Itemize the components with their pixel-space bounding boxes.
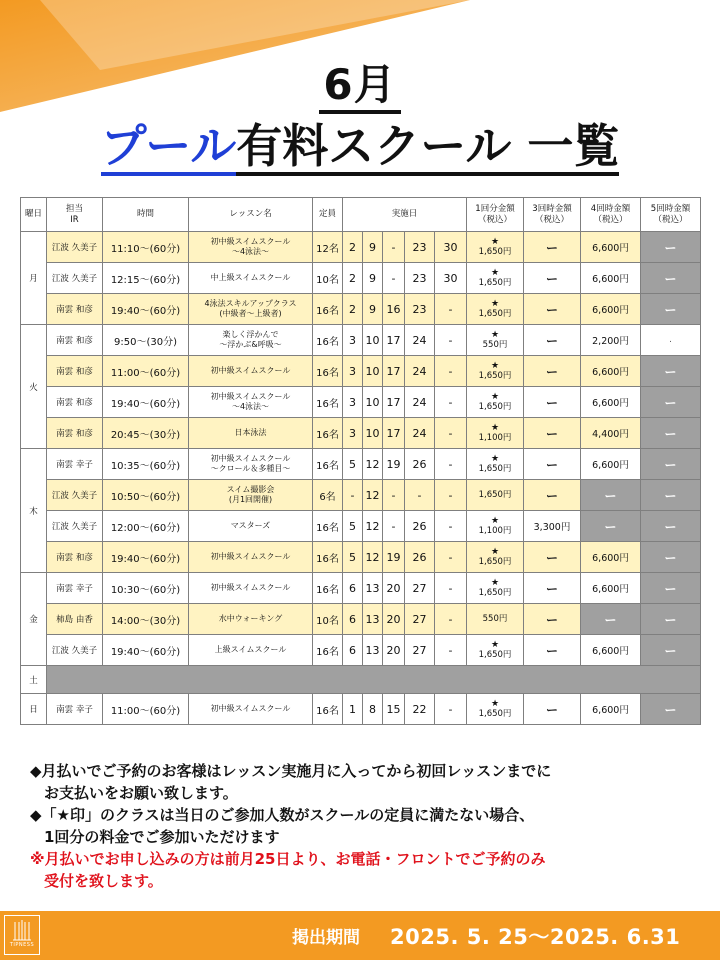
single-price-cell <box>467 232 524 263</box>
table-header-row <box>21 198 701 232</box>
price-3-cell: ー <box>524 635 581 666</box>
single-price-cell <box>467 294 524 325</box>
price-5-cell: ー <box>641 294 701 325</box>
single-price-value: 1,100円 <box>478 432 512 443</box>
table-row <box>21 511 701 542</box>
price-5-cell: ー <box>641 511 701 542</box>
day-cell: 火 <box>21 325 47 449</box>
date-cell: 15 <box>383 694 405 725</box>
price-5-cell: ー <box>641 232 701 263</box>
time-cell: 10:30～(60分) <box>103 573 189 604</box>
brand-logo-text: TIPNESS <box>9 942 35 948</box>
instructor-cell: 南雲 幸子 <box>47 449 103 480</box>
star-mark: ★ <box>490 329 500 340</box>
date-cell: 23 <box>405 232 435 263</box>
single-price-cell <box>467 356 524 387</box>
table-row <box>21 418 701 449</box>
date-cell: 24 <box>405 387 435 418</box>
header-price-3: 3回時金額 （税込） <box>524 198 581 232</box>
capacity-cell: 12名 <box>313 232 343 263</box>
date-cell: 1 <box>343 694 363 725</box>
table-row <box>21 449 701 480</box>
date-cell: 26 <box>405 542 435 573</box>
single-price-value: 1,650円 <box>478 490 512 500</box>
time-cell: 19:40～(60分) <box>103 635 189 666</box>
instructor-cell: 江波 久美子 <box>47 232 103 263</box>
star-mark: ★ <box>490 422 500 433</box>
table-row <box>21 387 701 418</box>
single-price-value: 1,650円 <box>478 401 512 412</box>
lesson-name-line: 初中級スイムスクール <box>210 237 291 246</box>
instructor-cell: 江波 久美子 <box>47 511 103 542</box>
date-cell: 10 <box>363 418 383 449</box>
price-3-cell: ー <box>524 325 581 356</box>
lesson-name-line: 上級スイムスクール <box>214 645 287 654</box>
date-cell: 30 <box>435 263 467 294</box>
lesson-name-cell <box>189 511 313 542</box>
lesson-name-cell <box>189 635 313 666</box>
star-mark: ★ <box>490 577 500 588</box>
date-cell: 12 <box>363 511 383 542</box>
no-lesson-cell <box>47 666 701 694</box>
price-5-cell: . <box>641 325 701 356</box>
price-4-cell: 4,400円 <box>581 418 641 449</box>
price-5-cell: ー <box>641 449 701 480</box>
price-5-cell: ー <box>641 573 701 604</box>
single-price-cell <box>467 263 524 294</box>
date-cell: - <box>405 480 435 511</box>
time-cell: 12:00～(60分) <box>103 511 189 542</box>
price-5-cell: ー <box>641 263 701 294</box>
note-star-classes: ◆「★印」のクラスは当日のご参加人数がスクールの定員に満たない場合、 <box>30 806 535 824</box>
single-price-value: 1,650円 <box>478 277 512 288</box>
date-cell: - <box>383 480 405 511</box>
instructor-cell: 江波 久美子 <box>47 263 103 294</box>
star-mark: ★ <box>490 698 500 709</box>
star-mark: ★ <box>490 453 500 464</box>
lesson-name-cell <box>189 387 313 418</box>
star-mark: ★ <box>490 546 500 557</box>
footer-bar <box>0 911 720 960</box>
date-cell: 27 <box>405 573 435 604</box>
posting-period-value: 2025. 5. 25～2025. 6.31 <box>390 925 681 949</box>
lesson-name-cell <box>189 694 313 725</box>
date-cell: 24 <box>405 325 435 356</box>
title-main <box>0 120 720 176</box>
date-cell: 16 <box>383 294 405 325</box>
date-cell: 5 <box>343 449 363 480</box>
date-cell: - <box>435 418 467 449</box>
table-row <box>21 325 701 356</box>
date-cell: 9 <box>363 263 383 294</box>
price-3-cell: ー <box>524 480 581 511</box>
single-price-value: 1,100円 <box>478 525 512 536</box>
date-cell: 13 <box>363 604 383 635</box>
date-cell: 3 <box>343 325 363 356</box>
date-cell: - <box>435 511 467 542</box>
lesson-name-line: 中上級スイムスクール <box>210 273 291 282</box>
table-row <box>21 573 701 604</box>
single-price-cell <box>467 694 524 725</box>
date-cell: - <box>435 325 467 356</box>
price-4-cell: ー <box>581 604 641 635</box>
date-cell: - <box>435 542 467 573</box>
lesson-name-cell <box>189 294 313 325</box>
lesson-name-cell <box>189 573 313 604</box>
date-cell: 2 <box>343 263 363 294</box>
capacity-cell: 16名 <box>313 356 343 387</box>
lesson-name-line: 日本泳法 <box>234 428 267 437</box>
price-4-cell: 6,600円 <box>581 449 641 480</box>
single-price-value: 1,650円 <box>478 308 512 319</box>
price-4-cell: 2,200円 <box>581 325 641 356</box>
single-price-value: 1,650円 <box>478 370 512 381</box>
time-cell: 11:00～(60分) <box>103 694 189 725</box>
price-4-cell: 6,600円 <box>581 294 641 325</box>
capacity-cell: 16名 <box>313 511 343 542</box>
instructor-cell: 南雲 和彦 <box>47 542 103 573</box>
price-4-cell: 6,600円 <box>581 694 641 725</box>
instructor-cell: 南雲 和彦 <box>47 356 103 387</box>
note-star-classes-cont: 1回分の料金でご参加いただけます <box>44 828 280 846</box>
lesson-name-cell <box>189 325 313 356</box>
date-cell: 26 <box>405 449 435 480</box>
lesson-name-cell <box>189 480 313 511</box>
date-cell: 20 <box>383 604 405 635</box>
instructor-cell: 江波 久美子 <box>47 635 103 666</box>
instructor-cell: 南雲 和彦 <box>47 387 103 418</box>
lesson-subtitle-line: ～クロール＆多種目～ <box>210 464 291 473</box>
price-3-cell: ー <box>524 356 581 387</box>
single-price-cell <box>467 387 524 418</box>
single-price-cell <box>467 511 524 542</box>
date-cell: 12 <box>363 480 383 511</box>
date-cell: - <box>435 449 467 480</box>
date-cell: 27 <box>405 635 435 666</box>
day-cell: 日 <box>21 694 47 725</box>
star-mark: ★ <box>490 298 500 309</box>
table-row <box>21 480 701 511</box>
instructor-cell: 南雲 和彦 <box>47 325 103 356</box>
lesson-subtitle-line: ～4泳法～ <box>231 402 270 411</box>
lesson-subtitle-line: (月1回開催) <box>228 495 273 504</box>
price-3-cell: ー <box>524 694 581 725</box>
price-5-cell: ー <box>641 356 701 387</box>
date-cell: 13 <box>363 635 383 666</box>
time-cell: 11:00～(60分) <box>103 356 189 387</box>
single-price-cell <box>467 480 524 511</box>
date-cell: - <box>435 356 467 387</box>
title-rest: 有料スクール 一覧 <box>236 120 619 176</box>
price-5-cell: ー <box>641 418 701 449</box>
date-cell: - <box>435 387 467 418</box>
instructor-cell: 南雲 幸子 <box>47 694 103 725</box>
single-price-value: 1,650円 <box>478 587 512 598</box>
price-3-cell: 3,300円 <box>524 511 581 542</box>
date-cell: - <box>383 263 405 294</box>
time-cell: 19:40～(60分) <box>103 387 189 418</box>
price-4-cell: ー <box>581 480 641 511</box>
lesson-name-cell <box>189 418 313 449</box>
date-cell: 17 <box>383 325 405 356</box>
price-4-cell: 6,600円 <box>581 635 641 666</box>
header-day: 曜日 <box>21 198 47 232</box>
header-price-5: 5回時金額 （税込） <box>641 198 701 232</box>
instructor-cell: 江波 久美子 <box>47 480 103 511</box>
date-cell: 24 <box>405 356 435 387</box>
lesson-name-line: 楽しく浮かんで <box>222 330 279 339</box>
date-cell: 20 <box>383 573 405 604</box>
header-capacity: 定員 <box>313 198 343 232</box>
lesson-name-line: 初中級スイムスクール <box>210 704 291 713</box>
page-title <box>0 60 720 176</box>
star-mark: ★ <box>490 360 500 371</box>
price-3-cell: ー <box>524 542 581 573</box>
table-row <box>21 694 701 725</box>
date-cell: - <box>435 294 467 325</box>
capacity-cell: 16名 <box>313 573 343 604</box>
date-cell: 30 <box>435 232 467 263</box>
instructor-cell: 柿島 由香 <box>47 604 103 635</box>
star-mark: ★ <box>490 267 500 278</box>
capacity-cell: 16名 <box>313 325 343 356</box>
day-cell: 木 <box>21 449 47 573</box>
capacity-cell: 6名 <box>313 480 343 511</box>
capacity-cell: 10名 <box>313 263 343 294</box>
capacity-cell: 16名 <box>313 294 343 325</box>
single-price-cell <box>467 325 524 356</box>
single-price-value: 550円 <box>482 339 508 350</box>
title-pool-word: プール <box>101 120 237 176</box>
price-5-cell: ー <box>641 635 701 666</box>
table-row <box>21 263 701 294</box>
lesson-name-line: 初中級スイムスクール <box>210 583 291 592</box>
instructor-cell: 南雲 和彦 <box>47 294 103 325</box>
time-cell: 10:50～(60分) <box>103 480 189 511</box>
capacity-cell: 16名 <box>313 694 343 725</box>
time-cell: 11:10～(60分) <box>103 232 189 263</box>
date-cell: 17 <box>383 418 405 449</box>
title-month: 6月 <box>319 60 400 114</box>
date-cell: - <box>435 573 467 604</box>
date-cell: 17 <box>383 356 405 387</box>
single-price-cell <box>467 449 524 480</box>
date-cell: 22 <box>405 694 435 725</box>
note-monthly-payment: ◆月払いでご予約のお客様はレッスン実施月に入ってから初回レッスンまでに <box>30 762 552 780</box>
lesson-name-cell <box>189 232 313 263</box>
date-cell: 12 <box>363 542 383 573</box>
date-cell: 19 <box>383 542 405 573</box>
capacity-cell: 16名 <box>313 635 343 666</box>
single-price-cell <box>467 604 524 635</box>
lesson-name-cell <box>189 449 313 480</box>
single-price-value: 1,650円 <box>478 649 512 660</box>
date-cell: 20 <box>383 635 405 666</box>
single-price-cell <box>467 418 524 449</box>
brand-logo <box>4 915 40 955</box>
single-price-cell <box>467 573 524 604</box>
lesson-name-line: 初中級スイムスクール <box>210 454 291 463</box>
lesson-name-line: 水中ウォーキング <box>218 614 283 623</box>
date-cell: 10 <box>363 356 383 387</box>
time-cell: 10:35～(60分) <box>103 449 189 480</box>
lesson-name-line: マスターズ <box>230 521 271 530</box>
price-4-cell: 6,600円 <box>581 573 641 604</box>
date-cell: - <box>435 604 467 635</box>
lesson-name-cell <box>189 542 313 573</box>
date-cell: 24 <box>405 418 435 449</box>
date-cell: 17 <box>383 387 405 418</box>
date-cell: - <box>435 635 467 666</box>
date-cell: 5 <box>343 542 363 573</box>
date-cell: 13 <box>363 573 383 604</box>
star-mark: ★ <box>490 515 500 526</box>
instructor-cell: 南雲 和彦 <box>47 418 103 449</box>
single-price-value: 1,650円 <box>478 463 512 474</box>
lesson-name-cell <box>189 356 313 387</box>
price-4-cell: 6,600円 <box>581 542 641 573</box>
date-cell: 23 <box>405 263 435 294</box>
time-cell: 19:40～(60分) <box>103 542 189 573</box>
price-5-cell: ー <box>641 604 701 635</box>
single-price-value: 1,650円 <box>478 246 512 257</box>
single-price-cell <box>467 635 524 666</box>
note-reservation-cont: 受付を致します。 <box>44 872 163 890</box>
table-row <box>21 294 701 325</box>
price-3-cell: ー <box>524 449 581 480</box>
table-row <box>21 604 701 635</box>
date-cell: 27 <box>405 604 435 635</box>
header-price-single: 1回分金額 （税込） <box>467 198 524 232</box>
price-5-cell: ー <box>641 480 701 511</box>
price-4-cell: 6,600円 <box>581 263 641 294</box>
table-row-empty <box>21 666 701 694</box>
price-3-cell: ー <box>524 604 581 635</box>
single-price-value: 1,650円 <box>478 556 512 567</box>
single-price-value: 550円 <box>482 614 508 624</box>
date-cell: - <box>435 694 467 725</box>
date-cell: 6 <box>343 604 363 635</box>
date-cell: - <box>435 480 467 511</box>
posting-period-label: 掲出期間 <box>292 928 360 948</box>
lesson-name-line: 初中級スイムスクール <box>210 552 291 561</box>
date-cell: 26 <box>405 511 435 542</box>
day-cell: 金 <box>21 573 47 666</box>
table-row <box>21 542 701 573</box>
date-cell: 10 <box>363 387 383 418</box>
date-cell: 2 <box>343 294 363 325</box>
school-schedule-table <box>20 197 701 725</box>
lesson-name-cell <box>189 604 313 635</box>
notes-section <box>30 760 700 892</box>
price-3-cell: ー <box>524 263 581 294</box>
date-cell: - <box>383 232 405 263</box>
star-mark: ★ <box>490 236 500 247</box>
capacity-cell: 16名 <box>313 449 343 480</box>
lesson-subtitle-line: (中級者～上級者) <box>219 309 282 318</box>
date-cell: - <box>343 480 363 511</box>
date-cell: 2 <box>343 232 363 263</box>
date-cell: 5 <box>343 511 363 542</box>
date-cell: 3 <box>343 418 363 449</box>
price-3-cell: ー <box>524 232 581 263</box>
price-4-cell: ー <box>581 511 641 542</box>
lesson-subtitle-line: ～4泳法～ <box>231 247 270 256</box>
date-cell: 9 <box>363 294 383 325</box>
capacity-cell: 16名 <box>313 418 343 449</box>
price-5-cell: ー <box>641 694 701 725</box>
time-cell: 12:15～(60分) <box>103 263 189 294</box>
time-cell: 19:40～(60分) <box>103 294 189 325</box>
table-row <box>21 356 701 387</box>
table-row <box>21 635 701 666</box>
lesson-name-line: 4泳法スキルアップクラス <box>204 299 297 308</box>
brand-emblem-icon <box>11 919 33 941</box>
time-cell: 14:00～(30分) <box>103 604 189 635</box>
capacity-cell: 16名 <box>313 542 343 573</box>
lesson-name-line: スイム撮影会 <box>226 485 275 494</box>
capacity-cell: 10名 <box>313 604 343 635</box>
date-cell: 12 <box>363 449 383 480</box>
price-3-cell: ー <box>524 294 581 325</box>
price-5-cell: ー <box>641 387 701 418</box>
date-cell: - <box>383 511 405 542</box>
date-cell: 6 <box>343 573 363 604</box>
time-cell: 20:45～(30分) <box>103 418 189 449</box>
date-cell: 6 <box>343 635 363 666</box>
date-cell: 3 <box>343 356 363 387</box>
single-price-cell <box>467 542 524 573</box>
header-instructor: 担当 IR <box>47 198 103 232</box>
capacity-cell: 16名 <box>313 387 343 418</box>
lesson-name-line: 初中級スイムスクール <box>210 392 291 401</box>
price-3-cell: ー <box>524 573 581 604</box>
date-cell: 10 <box>363 325 383 356</box>
header-dates: 実施日 <box>343 198 467 232</box>
date-cell: 3 <box>343 387 363 418</box>
lesson-name-cell <box>189 263 313 294</box>
price-4-cell: 6,600円 <box>581 232 641 263</box>
time-cell: 9:50～(30分) <box>103 325 189 356</box>
star-mark: ★ <box>490 639 500 650</box>
price-3-cell: ー <box>524 387 581 418</box>
price-3-cell: ー <box>524 418 581 449</box>
table-row <box>21 232 701 263</box>
price-4-cell: 6,600円 <box>581 387 641 418</box>
header-lesson: レッスン名 <box>189 198 313 232</box>
header-price-4: 4回時金額 （税込） <box>581 198 641 232</box>
instructor-cell: 南雲 幸子 <box>47 573 103 604</box>
price-5-cell: ー <box>641 542 701 573</box>
date-cell: 9 <box>363 232 383 263</box>
date-cell: 19 <box>383 449 405 480</box>
star-mark: ★ <box>490 391 500 402</box>
single-price-value: 1,650円 <box>478 708 512 719</box>
note-reservation: ※月払いでお申し込みの方は前月25日より、お電話・フロントでご予約のみ <box>30 850 546 868</box>
lesson-name-line: 初中級スイムスクール <box>210 366 291 375</box>
note-monthly-payment-cont: お支払いをお願い致します。 <box>44 784 238 802</box>
header-time: 時間 <box>103 198 189 232</box>
day-cell: 月 <box>21 232 47 325</box>
date-cell: 23 <box>405 294 435 325</box>
date-cell: 8 <box>363 694 383 725</box>
day-cell: 土 <box>21 666 47 694</box>
price-4-cell: 6,600円 <box>581 356 641 387</box>
lesson-subtitle-line: ～浮かぶ&呼吸～ <box>219 340 282 349</box>
